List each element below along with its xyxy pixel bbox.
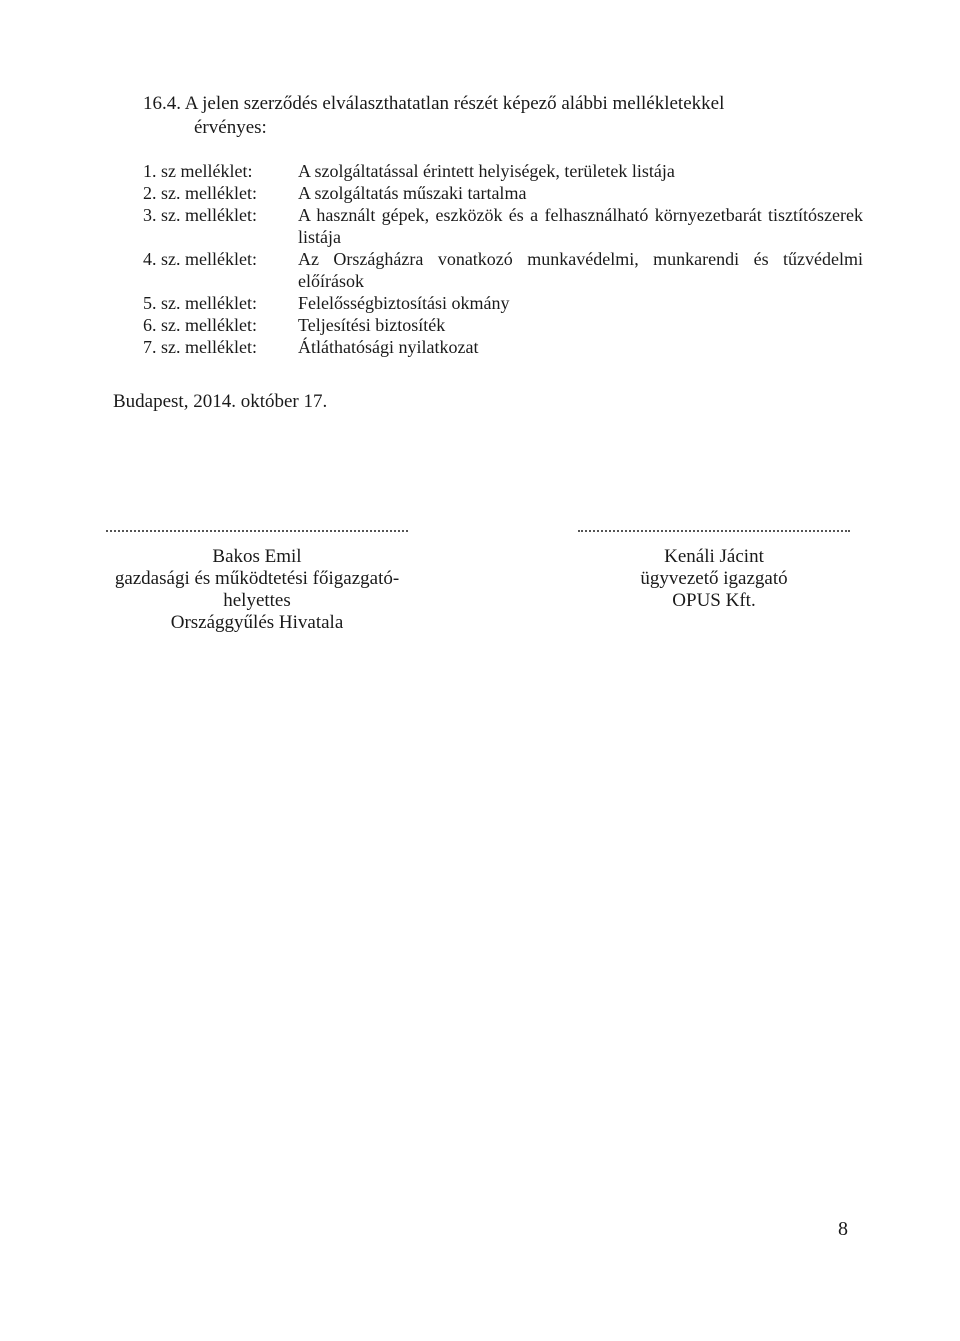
annex-item xyxy=(143,336,863,358)
annex-text: Teljesítési biztosíték xyxy=(298,315,446,335)
page-number: 8 xyxy=(838,1218,848,1240)
signatory-organization: OPUS Kft. xyxy=(672,590,756,611)
annex-label: 5. sz. melléklet: xyxy=(143,293,257,313)
place-and-date: Budapest, 2014. október 17. xyxy=(113,391,328,412)
annex-label: 1. sz melléklet: xyxy=(143,161,253,181)
annex-label: 3. sz. melléklet: xyxy=(143,205,257,225)
signature-line xyxy=(106,530,408,532)
annex-item xyxy=(143,204,863,248)
signature-block-left xyxy=(106,530,408,634)
clause-16-4 xyxy=(143,92,863,140)
signatory-organization: Országgyűlés Hivatala xyxy=(170,612,344,633)
annex-label: 7. sz. melléklet: xyxy=(143,337,257,357)
signatory-name: Bakos Emil xyxy=(212,546,302,567)
annex-item xyxy=(143,292,863,314)
annex-text: Az Országházra vonatkozó munkavédelmi, munkarendi és tűzvédelmi előírások xyxy=(298,249,863,291)
annex-item xyxy=(143,248,863,292)
annex-text: A használt gépek, eszközök és a felhasználható környezetbarát tisztítószerek listája xyxy=(298,205,863,247)
annex-text: A szolgáltatással érintett helyiségek, területek listája xyxy=(298,161,675,181)
clause-text-line1: A jelen szerződés elválaszthatatlan részét képező alábbi mellékletekkel xyxy=(184,93,725,114)
clause-number: 16.4. xyxy=(143,93,181,114)
signatory-name: Kenáli Jácint xyxy=(664,546,764,567)
annex-item xyxy=(143,182,863,204)
signatory-title: ügyvezető igazgató xyxy=(640,568,788,589)
clause-text-line2: érvényes: xyxy=(194,117,267,138)
annex-list xyxy=(143,160,863,358)
annex-item xyxy=(143,314,863,336)
signature-line xyxy=(578,530,850,532)
annex-label: 6. sz. melléklet: xyxy=(143,315,257,335)
signatory-title: gazdasági és működtetési főigazgató-helyettes xyxy=(114,568,400,611)
annex-label: 2. sz. melléklet: xyxy=(143,183,257,203)
annex-text: Átláthatósági nyilatkozat xyxy=(298,337,479,357)
annex-text: A szolgáltatás műszaki tartalma xyxy=(298,183,527,203)
annex-item xyxy=(143,160,863,182)
annex-text: Felelősségbiztosítási okmány xyxy=(298,293,510,313)
annex-label: 4. sz. melléklet: xyxy=(143,249,257,269)
signature-block-right xyxy=(578,530,850,612)
